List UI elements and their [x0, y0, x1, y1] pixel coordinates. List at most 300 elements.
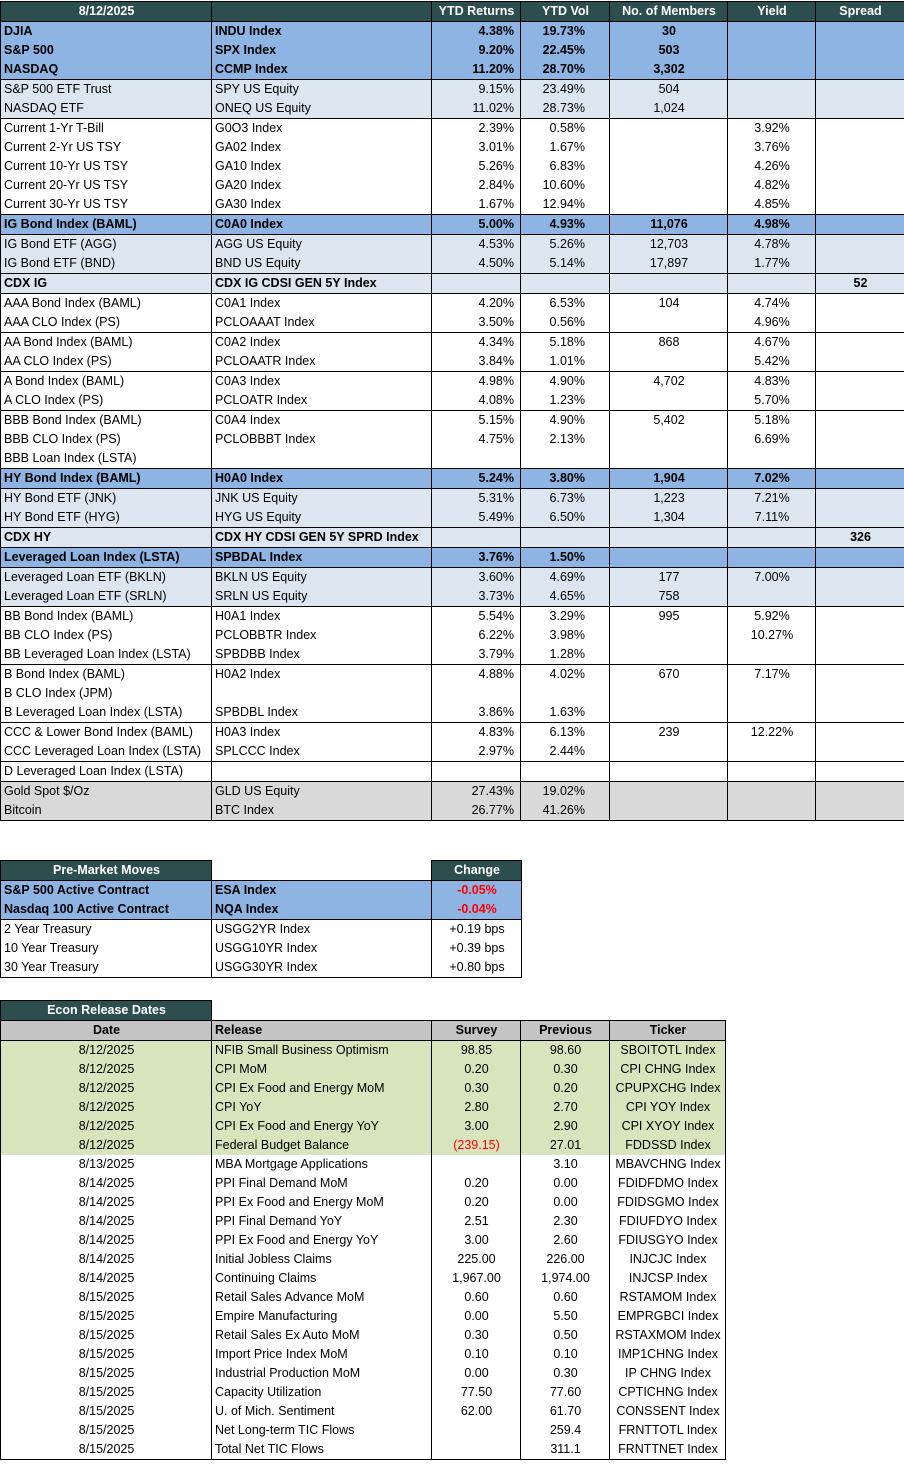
table-cell: -0.05%	[432, 881, 522, 901]
table-cell: C0A2 Index	[212, 333, 432, 353]
table-cell: ESA Index	[212, 881, 432, 901]
table-cell: 3.73%	[432, 587, 521, 607]
table-cell: 7.00%	[728, 568, 816, 588]
table-cell: 0.20	[432, 1193, 521, 1212]
table-row	[1, 138, 904, 157]
table-cell	[816, 391, 904, 411]
table-cell: SRLN US Equity	[212, 587, 432, 607]
table-cell: D Leveraged Loan Index (LSTA)	[1, 762, 212, 782]
table-cell: 3.76%	[728, 138, 816, 157]
table-cell	[816, 235, 904, 255]
table-cell: 4.08%	[432, 391, 521, 411]
table-cell: Retail Sales Ex Auto MoM	[212, 1326, 432, 1345]
table-cell: 4.67%	[728, 333, 816, 353]
table-cell	[816, 626, 904, 645]
column-header	[212, 2, 432, 22]
table-row	[1, 881, 522, 901]
table-cell: 5.14%	[521, 254, 610, 274]
table-row	[1, 939, 522, 958]
table-cell: JNK US Equity	[212, 489, 432, 509]
table-cell: 5.24%	[432, 469, 521, 489]
table-cell: 17,897	[610, 254, 728, 274]
table-cell: 5.18%	[728, 411, 816, 431]
table-cell: Bitcoin	[1, 801, 212, 821]
table-cell: 23.49%	[521, 80, 610, 100]
table-cell: 8/12/2025	[1, 1098, 212, 1117]
table-row	[1, 1193, 726, 1212]
table-cell	[816, 449, 904, 469]
table-cell	[432, 1440, 521, 1460]
section-title-row	[1, 1001, 726, 1021]
table-cell: 8/12/2025	[1, 1136, 212, 1155]
table-cell: -0.04%	[432, 900, 522, 920]
table-cell: CPI MoM	[212, 1060, 432, 1079]
table-cell: 0.00	[432, 1307, 521, 1326]
table-cell	[816, 157, 904, 176]
table-cell	[610, 528, 728, 548]
table-cell: 1.67%	[521, 138, 610, 157]
table-cell: HY Bond Index (BAML)	[1, 469, 212, 489]
table-cell	[816, 703, 904, 723]
table-cell	[816, 254, 904, 274]
table-cell: CCC Leveraged Loan Index (LSTA)	[1, 742, 212, 762]
table-cell: PPI Final Demand YoY	[212, 1212, 432, 1231]
table-cell: 670	[610, 665, 728, 685]
table-row	[1, 1288, 726, 1307]
table-cell	[816, 782, 904, 802]
table-cell: 0.60	[432, 1288, 521, 1307]
table-cell: 0.30	[521, 1364, 610, 1383]
table-cell: 27.43%	[432, 782, 521, 802]
table-cell: 4,702	[610, 372, 728, 392]
section-title: Econ Release Dates	[1, 1001, 212, 1021]
table-cell: FDIUFDYO Index	[610, 1212, 726, 1231]
table-cell: 5.54%	[432, 607, 521, 627]
table-cell	[816, 411, 904, 431]
table-cell: 4.50%	[432, 254, 521, 274]
table-cell: 6.22%	[432, 626, 521, 645]
table-cell: BB Bond Index (BAML)	[1, 607, 212, 627]
table-cell: 0.20	[521, 1079, 610, 1098]
table-cell: 4.65%	[521, 587, 610, 607]
table-row	[1, 568, 904, 588]
table-cell	[728, 742, 816, 762]
table-cell: Leveraged Loan ETF (BKLN)	[1, 568, 212, 588]
table-cell: B CLO Index (JPM)	[1, 684, 212, 703]
table-cell: 77.50	[432, 1383, 521, 1402]
table-cell: S&P 500 ETF Trust	[1, 80, 212, 100]
table-cell: 77.60	[521, 1383, 610, 1402]
table-cell: 0.30	[521, 1060, 610, 1079]
table-cell	[610, 157, 728, 176]
table-cell: 1.50%	[521, 548, 610, 568]
table-cell: 7.17%	[728, 665, 816, 685]
table-row	[1, 1345, 726, 1364]
table-cell	[728, 703, 816, 723]
table-cell: RSTAXMOM Index	[610, 1326, 726, 1345]
table-cell: CPI YOY Index	[610, 1098, 726, 1117]
table-cell	[728, 762, 816, 782]
table-cell: Current 20-Yr US TSY	[1, 176, 212, 195]
table-row	[1, 254, 904, 274]
table-cell: SPY US Equity	[212, 80, 432, 100]
table-cell	[212, 684, 432, 703]
table-row	[1, 449, 904, 469]
table-cell	[610, 119, 728, 139]
table-cell: CDX HY	[1, 528, 212, 548]
table-row	[1, 1383, 726, 1402]
table-cell	[816, 333, 904, 353]
table-row	[1, 1364, 726, 1383]
table-row	[1, 508, 904, 528]
table-cell: CPI Ex Food and Energy MoM	[212, 1079, 432, 1098]
table-cell: 98.60	[521, 1041, 610, 1061]
table-row	[1, 1250, 726, 1269]
column-header: Change	[432, 861, 522, 881]
table-cell: S&P 500	[1, 41, 212, 60]
table-cell	[521, 449, 610, 469]
table-cell: 225.00	[432, 1250, 521, 1269]
table-cell: FDIDFDMO Index	[610, 1174, 726, 1193]
table-cell: 2.51	[432, 1212, 521, 1231]
table-cell	[728, 274, 816, 294]
table-cell: 504	[610, 80, 728, 100]
table-cell	[816, 645, 904, 665]
table-cell: Nasdaq 100 Active Contract	[1, 900, 212, 920]
table-cell: HY Bond ETF (HYG)	[1, 508, 212, 528]
column-header: Date	[1, 1021, 212, 1041]
table-cell	[816, 99, 904, 119]
table-cell: A Bond Index (BAML)	[1, 372, 212, 392]
table-row	[1, 723, 904, 743]
table-cell: 4.83%	[432, 723, 521, 743]
table-cell: AAA Bond Index (BAML)	[1, 294, 212, 314]
table-cell: 30	[610, 22, 728, 42]
table-cell: H0A2 Index	[212, 665, 432, 685]
table-cell: 326	[816, 528, 904, 548]
table-cell: 1.01%	[521, 352, 610, 372]
table-cell: NFIB Small Business Optimism	[212, 1041, 432, 1061]
table-cell	[816, 742, 904, 762]
table-cell	[610, 801, 728, 821]
table-cell: 9.15%	[432, 80, 521, 100]
table-cell: 0.60	[521, 1288, 610, 1307]
table-cell: 0.10	[521, 1345, 610, 1364]
table-cell: 8/12/2025	[1, 1117, 212, 1136]
table-cell	[816, 138, 904, 157]
table-row	[1, 352, 904, 372]
table-cell: USGG10YR Index	[212, 939, 432, 958]
table-row	[1, 548, 904, 568]
table-cell	[816, 119, 904, 139]
table-cell: 8/15/2025	[1, 1421, 212, 1440]
table-cell: PCLOAATR Index	[212, 352, 432, 372]
table-cell: 6.83%	[521, 157, 610, 176]
table-row	[1, 235, 904, 255]
premarket-moves-table	[0, 860, 522, 978]
table-cell: SPBDBB Index	[212, 645, 432, 665]
table-cell	[610, 548, 728, 568]
table-row	[1, 1307, 726, 1326]
table-cell: 12.22%	[728, 723, 816, 743]
table-cell: 0.20	[432, 1060, 521, 1079]
table-cell: PPI Ex Food and Energy MoM	[212, 1193, 432, 1212]
table-cell: AGG US Equity	[212, 235, 432, 255]
table-cell	[816, 723, 904, 743]
table-cell: 3,302	[610, 60, 728, 80]
table-cell	[816, 372, 904, 392]
table-cell: 26.77%	[432, 801, 521, 821]
table-cell: 8/15/2025	[1, 1307, 212, 1326]
table-cell: CDX HY CDSI GEN 5Y SPRD Index	[212, 528, 432, 548]
table-cell: 8/12/2025	[1, 1041, 212, 1061]
table-cell: 7.02%	[728, 469, 816, 489]
table-cell: 8/12/2025	[1, 1079, 212, 1098]
table-cell: 3.92%	[728, 119, 816, 139]
table-cell: CPUPXCHG Index	[610, 1079, 726, 1098]
table-cell: 19.02%	[521, 782, 610, 802]
table-row	[1, 372, 904, 392]
table-cell	[728, 99, 816, 119]
table-cell	[610, 449, 728, 469]
table-cell: GA10 Index	[212, 157, 432, 176]
table-cell: 8/14/2025	[1, 1231, 212, 1250]
table-cell: 28.73%	[521, 99, 610, 119]
table-cell	[728, 528, 816, 548]
table-row	[1, 60, 904, 80]
table-cell: 0.00	[521, 1174, 610, 1193]
table-cell: 4.98%	[728, 215, 816, 235]
table-cell	[816, 22, 904, 42]
table-cell	[610, 195, 728, 215]
table-row	[1, 1136, 726, 1155]
table-cell: GA20 Index	[212, 176, 432, 195]
table-cell: Current 10-Yr US TSY	[1, 157, 212, 176]
table-cell	[728, 587, 816, 607]
table-cell: CPI YoY	[212, 1098, 432, 1117]
table-cell: INJCSP Index	[610, 1269, 726, 1288]
table-cell: HYG US Equity	[212, 508, 432, 528]
table-row	[1, 41, 904, 60]
table-cell: BB Leveraged Loan Index (LSTA)	[1, 645, 212, 665]
table-cell	[432, 528, 521, 548]
table-cell: CPI CHNG Index	[610, 1060, 726, 1079]
table-cell: +0.19 bps	[432, 920, 522, 940]
table-cell: 1.77%	[728, 254, 816, 274]
table-cell: FDIDSGMO Index	[610, 1193, 726, 1212]
table-row	[1, 1326, 726, 1345]
table-cell	[728, 801, 816, 821]
table-cell: 4.83%	[728, 372, 816, 392]
table-cell	[610, 762, 728, 782]
table-cell: 3.60%	[432, 568, 521, 588]
table-cell: Gold Spot $/Oz	[1, 782, 212, 802]
table-cell	[728, 782, 816, 802]
table-cell	[610, 391, 728, 411]
table-cell: H0A3 Index	[212, 723, 432, 743]
table-cell: Net Long-term TIC Flows	[212, 1421, 432, 1440]
table-cell	[816, 489, 904, 509]
table-cell: SPX Index	[212, 41, 432, 60]
table-row	[1, 684, 904, 703]
table-cell: 1,304	[610, 508, 728, 528]
table-cell: IG Bond Index (BAML)	[1, 215, 212, 235]
table-cell: 8/14/2025	[1, 1250, 212, 1269]
table-cell	[521, 684, 610, 703]
table-cell: ONEQ US Equity	[212, 99, 432, 119]
table-cell: 3.10	[521, 1155, 610, 1174]
table-cell: IG Bond ETF (AGG)	[1, 235, 212, 255]
empty-cell	[432, 1001, 521, 1021]
table-cell: 8/15/2025	[1, 1402, 212, 1421]
table-cell	[816, 548, 904, 568]
column-header: YTD Vol	[521, 2, 610, 22]
table-cell: 98.85	[432, 1041, 521, 1061]
table-cell: IG Bond ETF (BND)	[1, 254, 212, 274]
table-cell	[816, 469, 904, 489]
table-row	[1, 782, 904, 802]
table-cell: 5.26%	[432, 157, 521, 176]
table-row	[1, 1212, 726, 1231]
table-cell: SPLCCC Index	[212, 742, 432, 762]
table-cell: 4.90%	[521, 372, 610, 392]
table-cell: Current 1-Yr T-Bill	[1, 119, 212, 139]
table-cell: IMP1CHNG Index	[610, 1345, 726, 1364]
table-cell: 1,967.00	[432, 1269, 521, 1288]
table-cell: 4.02%	[521, 665, 610, 685]
table-row	[1, 801, 904, 821]
table-cell: 12.94%	[521, 195, 610, 215]
column-header: Pre-Market Moves	[1, 861, 212, 881]
table-cell	[816, 684, 904, 703]
table-cell: G0O3 Index	[212, 119, 432, 139]
table-cell: 4.75%	[432, 430, 521, 449]
table-cell: CPI XYOY Index	[610, 1117, 726, 1136]
table-row	[1, 1060, 726, 1079]
table-cell	[816, 508, 904, 528]
table-cell: 1,974.00	[521, 1269, 610, 1288]
table-cell: 5.49%	[432, 508, 521, 528]
table-cell: RSTAMOM Index	[610, 1288, 726, 1307]
table-cell: 0.30	[432, 1079, 521, 1098]
header-row	[1, 1021, 726, 1041]
table-cell: 41.26%	[521, 801, 610, 821]
table-row	[1, 391, 904, 411]
table-cell: Initial Jobless Claims	[212, 1250, 432, 1269]
table-cell: 1,223	[610, 489, 728, 509]
table-row	[1, 80, 904, 100]
table-cell: 4.88%	[432, 665, 521, 685]
table-cell: 4.53%	[432, 235, 521, 255]
table-cell	[816, 80, 904, 100]
table-cell: H0A1 Index	[212, 607, 432, 627]
table-row	[1, 176, 904, 195]
table-cell: AAA CLO Index (PS)	[1, 313, 212, 333]
table-cell: 2.44%	[521, 742, 610, 762]
table-cell: 1.28%	[521, 645, 610, 665]
table-cell: 239	[610, 723, 728, 743]
table-cell: 8/15/2025	[1, 1345, 212, 1364]
column-header: Previous	[521, 1021, 610, 1041]
table-cell: AA Bond Index (BAML)	[1, 333, 212, 353]
table-row	[1, 703, 904, 723]
table-cell	[816, 352, 904, 372]
table-cell: 5.50	[521, 1307, 610, 1326]
table-cell: Capacity Utilization	[212, 1383, 432, 1402]
table-cell: 2.97%	[432, 742, 521, 762]
table-row	[1, 762, 904, 782]
table-cell	[816, 587, 904, 607]
table-cell: CPTICHNG Index	[610, 1383, 726, 1402]
table-cell: FRNTTOTL Index	[610, 1421, 726, 1440]
table-cell: 0.00	[432, 1364, 521, 1383]
table-cell	[521, 528, 610, 548]
table-cell	[728, 80, 816, 100]
table-cell: EMPRGBCI Index	[610, 1307, 726, 1326]
table-cell	[728, 684, 816, 703]
table-cell: 8/15/2025	[1, 1364, 212, 1383]
table-row	[1, 1041, 726, 1061]
table-cell	[432, 1155, 521, 1174]
table-cell	[212, 762, 432, 782]
table-cell: 11.02%	[432, 99, 521, 119]
table-cell	[432, 1421, 521, 1440]
econ-release-table	[0, 1000, 726, 1460]
table-cell: 7.11%	[728, 508, 816, 528]
table-cell	[610, 703, 728, 723]
table-row	[1, 195, 904, 215]
table-cell: C0A4 Index	[212, 411, 432, 431]
column-header: Ticker	[610, 1021, 726, 1041]
table-cell: 10 Year Treasury	[1, 939, 212, 958]
table-cell: 8/15/2025	[1, 1326, 212, 1345]
table-cell	[816, 313, 904, 333]
table-cell: 3.00	[432, 1117, 521, 1136]
table-cell: CPI Ex Food and Energy YoY	[212, 1117, 432, 1136]
table-cell: 4.96%	[728, 313, 816, 333]
table-cell: AA CLO Index (PS)	[1, 352, 212, 372]
table-row	[1, 333, 904, 353]
table-row	[1, 1440, 726, 1460]
table-cell: PPI Ex Food and Energy YoY	[212, 1231, 432, 1250]
table-row	[1, 294, 904, 314]
table-cell: 6.50%	[521, 508, 610, 528]
table-cell: 5.26%	[521, 235, 610, 255]
table-cell: H0A0 Index	[212, 469, 432, 489]
table-cell	[816, 430, 904, 449]
table-cell: 226.00	[521, 1250, 610, 1269]
table-row	[1, 1402, 726, 1421]
table-cell	[728, 449, 816, 469]
table-cell: 62.00	[432, 1402, 521, 1421]
table-cell	[432, 762, 521, 782]
table-cell: PCLOBBBT Index	[212, 430, 432, 449]
table-cell: 177	[610, 568, 728, 588]
table-cell	[816, 665, 904, 685]
table-cell: CONSSENT Index	[610, 1402, 726, 1421]
table-cell: 8/14/2025	[1, 1212, 212, 1231]
table-cell: CDX IG CDSI GEN 5Y Index	[212, 274, 432, 294]
table-cell	[432, 684, 521, 703]
table-cell: 8/15/2025	[1, 1288, 212, 1307]
table-cell: 2.60	[521, 1231, 610, 1250]
table-cell: 8/15/2025	[1, 1383, 212, 1402]
table-cell: PCLOAAAT Index	[212, 313, 432, 333]
table-cell: 11,076	[610, 215, 728, 235]
table-cell: 6.69%	[728, 430, 816, 449]
table-cell: 5.31%	[432, 489, 521, 509]
table-cell: BND US Equity	[212, 254, 432, 274]
